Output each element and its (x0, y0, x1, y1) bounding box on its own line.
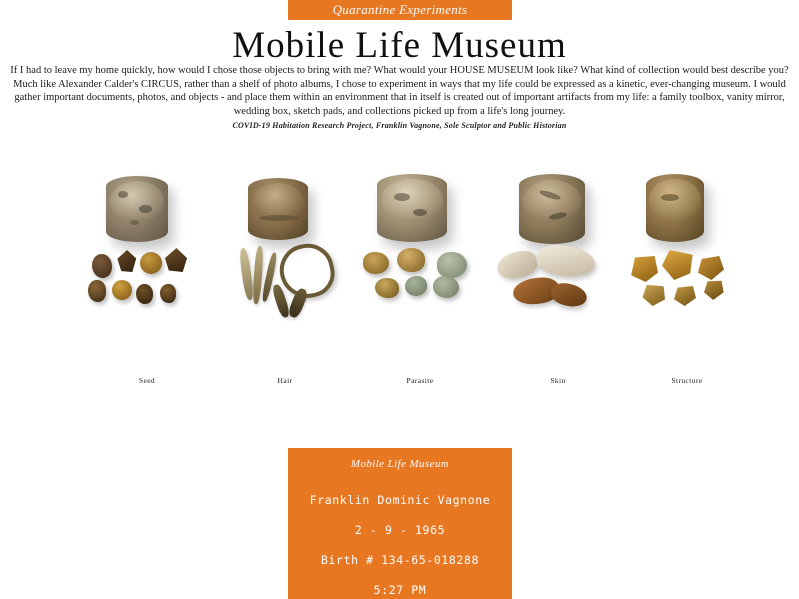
seed-acorn-b (112, 280, 132, 300)
specimen-skin-image (483, 160, 633, 360)
seed-pinecone-b (136, 284, 153, 304)
specimen-hair (210, 160, 360, 395)
hair-loop (275, 239, 339, 303)
specimen-seed (72, 160, 222, 395)
hair-container-icon (248, 178, 308, 240)
parasite-lichen-c (375, 278, 399, 298)
parasite-moss-b (405, 276, 427, 296)
skin-strip-b (549, 280, 589, 310)
banner-label: Quarantine Experiments (332, 2, 468, 17)
seed-pod-a (88, 280, 106, 302)
page-title: Mobile Life Museum (232, 25, 567, 66)
skin-flake-b (535, 242, 597, 280)
structure-container-icon (646, 174, 704, 242)
seed-acorn-a (140, 252, 162, 274)
specimen-parasite (345, 160, 495, 395)
specimen-hair-image (210, 160, 360, 360)
credit-line: COVID-19 Habitation Research Project, Franklin Vagnone, Sole Sculptor and Public Historian (232, 121, 567, 130)
specimen-seed-image (72, 160, 222, 360)
parasite-container-icon (377, 174, 447, 242)
card-time: 5:27 PM (373, 583, 427, 597)
identity-card (288, 448, 512, 599)
specimen-label: Skin (550, 376, 566, 385)
specimen-structure-image (612, 160, 762, 360)
specimen-label: Structure (671, 376, 703, 385)
specimen-row (0, 160, 799, 395)
card-name: Franklin Dominic Vagnone (309, 493, 491, 507)
specimen-parasite-image (345, 160, 495, 360)
structure-amber-f (704, 280, 724, 300)
structure-amber-c (698, 256, 724, 280)
parasite-moss-c (433, 276, 459, 298)
seed-pod-b (160, 284, 176, 303)
structure-amber-d (642, 284, 666, 306)
specimen-label: Hair (277, 376, 293, 385)
parasite-lichen-a (363, 252, 389, 274)
card-title: Mobile Life Museum (350, 458, 450, 470)
seed-husk-b (164, 248, 188, 272)
specimen-structure (612, 160, 762, 395)
seed-husk-a (116, 250, 138, 272)
intro-paragraph: If I had to leave my home quickly, how would I chose those objects to bring with me? What would your HOUSE MUSEUM look like? What kind of collection would best describe you? Much like Alexander Calder's CIRCUS, rather than a shelf of photo albums, I chose to experiment in ways that my life could be expressed as a kinetic, ever-changing museum. I would gather important documents, photos, and objects - and place them within an environment that in itself is created out of important artifacts from my life: a family toolbox, vanity mirror, wedding box, sketch pads, and collections picked up from a life's long journey. (10, 65, 789, 117)
structure-amber-e (674, 286, 696, 306)
skin-flake-a (495, 249, 539, 282)
skin-container-icon (519, 174, 585, 244)
structure-amber-b (662, 250, 694, 280)
specimen-label: Seed (138, 376, 156, 385)
seed-container-icon (106, 176, 168, 242)
structure-amber-a (630, 256, 658, 282)
specimen-skin (483, 160, 633, 395)
quarantine-experiments-banner (288, 0, 512, 20)
card-date: 2 - 9 - 1965 (354, 523, 446, 537)
specimen-label: Parasite (406, 376, 434, 385)
hair-strand-a (238, 248, 254, 301)
parasite-moss-a (437, 252, 467, 278)
card-birth-number: Birth # 134-65-018288 (321, 553, 479, 567)
seed-pinecone (92, 254, 112, 278)
parasite-lichen-b (397, 248, 425, 272)
